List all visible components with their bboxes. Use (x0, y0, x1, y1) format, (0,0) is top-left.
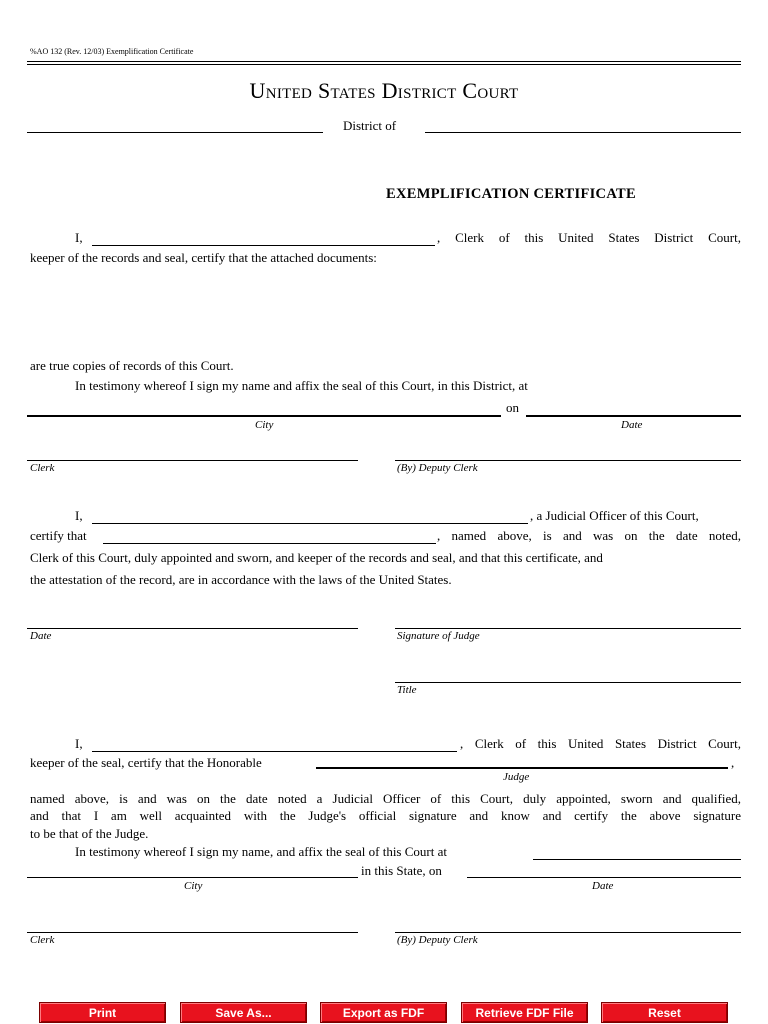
section3-keeper-text: keeper of the seal, certify that the Honorable (30, 755, 262, 770)
district-field[interactable] (425, 132, 741, 133)
section3-para2: and that I am well acquainted with the Judge's official signature and know and certify the above signature (30, 808, 741, 823)
section3-city-caption: City (184, 880, 203, 892)
clerk-certified-name-field[interactable] (103, 543, 436, 544)
section2-named-above: , named above, is and was on the date noted, (437, 528, 741, 543)
district-label: District of (343, 118, 397, 133)
section1-on-label: on (506, 400, 519, 415)
section3-i-label: I, (75, 736, 83, 751)
section1-clerk-text: , Clerk of this United States District Court, (437, 230, 741, 245)
section1-i-label: I, (75, 230, 83, 245)
section1-true-copies: are true copies of records of this Court. (30, 358, 234, 373)
section3-clerk-caption: Clerk (30, 934, 55, 946)
clerk-signature-field[interactable] (27, 460, 358, 461)
reset-button[interactable]: Reset (601, 1002, 728, 1023)
section3-in-state: in this State, on (361, 863, 442, 878)
section3-testimony: In testimony whereof I sign my name, and affix the seal of this Court at (75, 844, 447, 859)
judge-caption: Judge (503, 771, 530, 783)
section3-date-field[interactable] (467, 877, 741, 878)
city-caption: City (255, 419, 274, 431)
save-as-button[interactable]: Save As... (180, 1002, 307, 1023)
section2-line3: Clerk of this Court, duly appointed and sworn, and keeper of the records and seal, and that this certificate, and (30, 550, 603, 565)
section3-deputy-clerk-caption: (By) Deputy Clerk (397, 934, 478, 946)
header-rule (27, 61, 741, 62)
retrieve-fdf-button[interactable]: Retrieve FDF File (461, 1002, 588, 1023)
judicial-officer-name-field[interactable] (92, 523, 528, 524)
section3-clerk-signature-field[interactable] (27, 932, 358, 933)
section3-para1: named above, is and was on the date noted a Judicial Officer of this Court, duly appointed, sworn and qualified, (30, 791, 741, 806)
section3-para3: to be that of the Judge. (30, 826, 149, 841)
certificate-heading: EXEMPLIFICATION CERTIFICATE (386, 186, 636, 202)
print-button[interactable]: Print (39, 1002, 166, 1023)
section3-comma: , (731, 755, 735, 770)
form-id: %AO 132 (Rev. 12/03) Exemplification Certificate (30, 47, 194, 56)
header-rule (27, 64, 741, 65)
clerk-name-field[interactable] (92, 245, 435, 246)
section1-testimony: In testimony whereof I sign my name and affix the seal of this Court, in this District, at (75, 378, 528, 393)
section3-clerk-name-field[interactable] (92, 751, 457, 752)
district-prefix-field[interactable] (27, 132, 323, 133)
date-caption: Date (621, 419, 643, 431)
city-field[interactable] (27, 415, 501, 417)
deputy-clerk-caption: (By) Deputy Clerk (397, 462, 478, 474)
section3-date-caption: Date (592, 880, 614, 892)
judge-date-field[interactable] (27, 628, 358, 629)
judge-title-field[interactable] (395, 682, 741, 683)
title-caption: Title (397, 684, 417, 696)
export-fdf-button[interactable]: Export as FDF (320, 1002, 447, 1023)
section2-certify-that: certify that (30, 528, 87, 543)
signature-of-judge-caption: Signature of Judge (397, 630, 480, 642)
court-title: United States District Court (249, 78, 519, 103)
deputy-clerk-signature-field[interactable] (395, 460, 741, 461)
section2-judicial-text: , a Judicial Officer of this Court, (530, 508, 699, 523)
honorable-judge-field[interactable] (316, 767, 728, 769)
section2-i-label: I, (75, 508, 83, 523)
section3-city-field[interactable] (27, 877, 358, 878)
section2-line4: the attestation of the record, are in accordance with the laws of the United States. (30, 572, 452, 587)
section3-deputy-clerk-signature-field[interactable] (395, 932, 741, 933)
section3-clerk-text: , Clerk of this United States District Court, (460, 736, 741, 751)
date-field[interactable] (526, 415, 741, 417)
court-location-field[interactable] (533, 859, 741, 860)
judge-signature-field[interactable] (395, 628, 741, 629)
section2-date-caption: Date (30, 630, 52, 642)
clerk-caption: Clerk (30, 462, 55, 474)
section1-keeper-text: keeper of the records and seal, certify that the attached documents: (30, 250, 377, 265)
